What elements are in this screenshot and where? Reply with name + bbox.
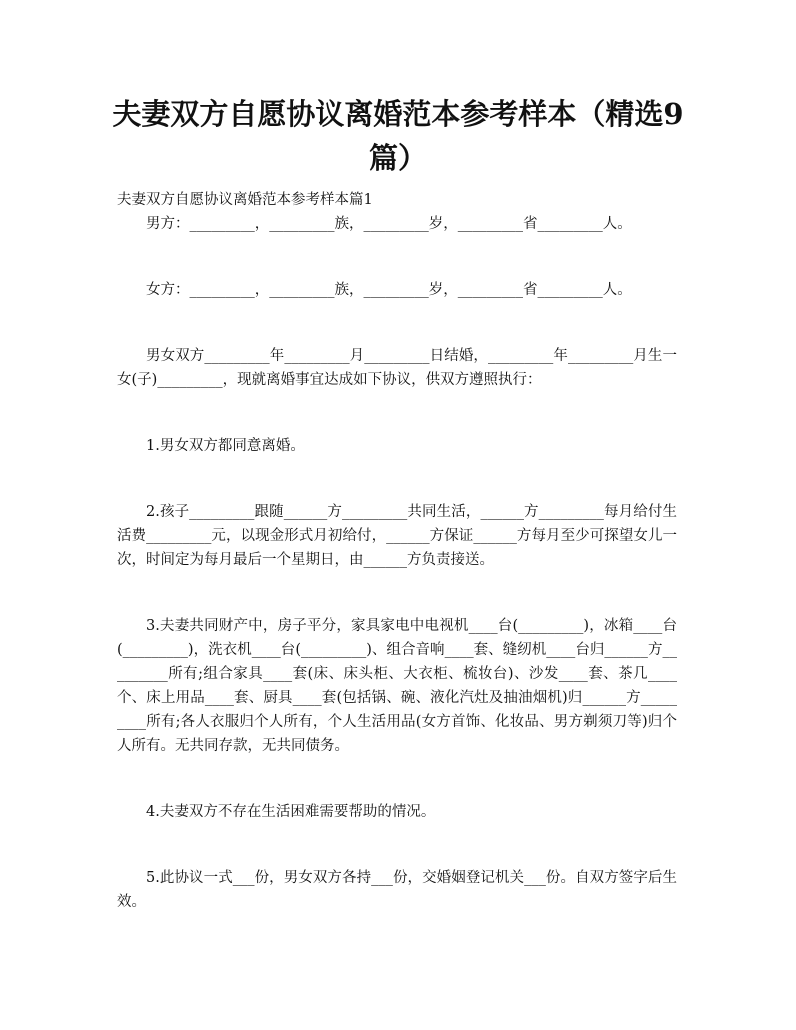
clause-4: 4.夫妻双方不存在生活困难需要帮助的情况。 [146,804,436,820]
clause-3: 3.夫妻共同财产中，房子平分，家具家电中电视机____台(_________)，冰箱____台(_________)，洗衣机____台(_________)、组合音响____套、缝纫机____台归______方_________所有;组合家具____套(床、床头柜、大衣柜、梳妆台)、沙发____套、茶几____个、床上用品____套、厨具____套(包括锅、碗、液化汽灶及抽油烟机)归______方_________所有;各人衣服归个人所有，个人生活用品(女方首饰、化妆品、男方剃须刀等)归个人所有。无共同存款，无共同债务。 [117,618,677,754]
female-party-line: 女方：_________，_________族，_________岁，_________省_________人。 [146,282,632,298]
clause-5: 5.此协议一式___份，男女双方各持___份，交婚姻登记机关___份。自双方签字后生效。 [117,870,677,910]
clause-1: 1.男女双方都同意离婚。 [146,438,305,454]
section-heading: 夫妻双方自愿协议离婚范本参考样本篇1 [117,192,373,208]
document-title: 夫妻双方自愿协议离婚范本参考样本（精选9篇） [112,97,684,175]
marriage-paragraph: 男女双方_________年_________月_________日结婚，_________年_________月生一女(子)_________，现就离婚事宜达成如下协议，供双方遵照执行： [117,348,677,388]
male-party-line: 男方：_________，_________族，_________岁，_________省_________人。 [146,216,632,232]
document-body [117,188,677,914]
clause-2: 2.孩子_________跟随______方_________共同生活，______方_________每月给付生活费_________元，以现金形式月初给付，______方保证______方每月至少可探望女儿一次，时间定为每月最后一个星期日，由______方负责接送。 [117,504,677,568]
